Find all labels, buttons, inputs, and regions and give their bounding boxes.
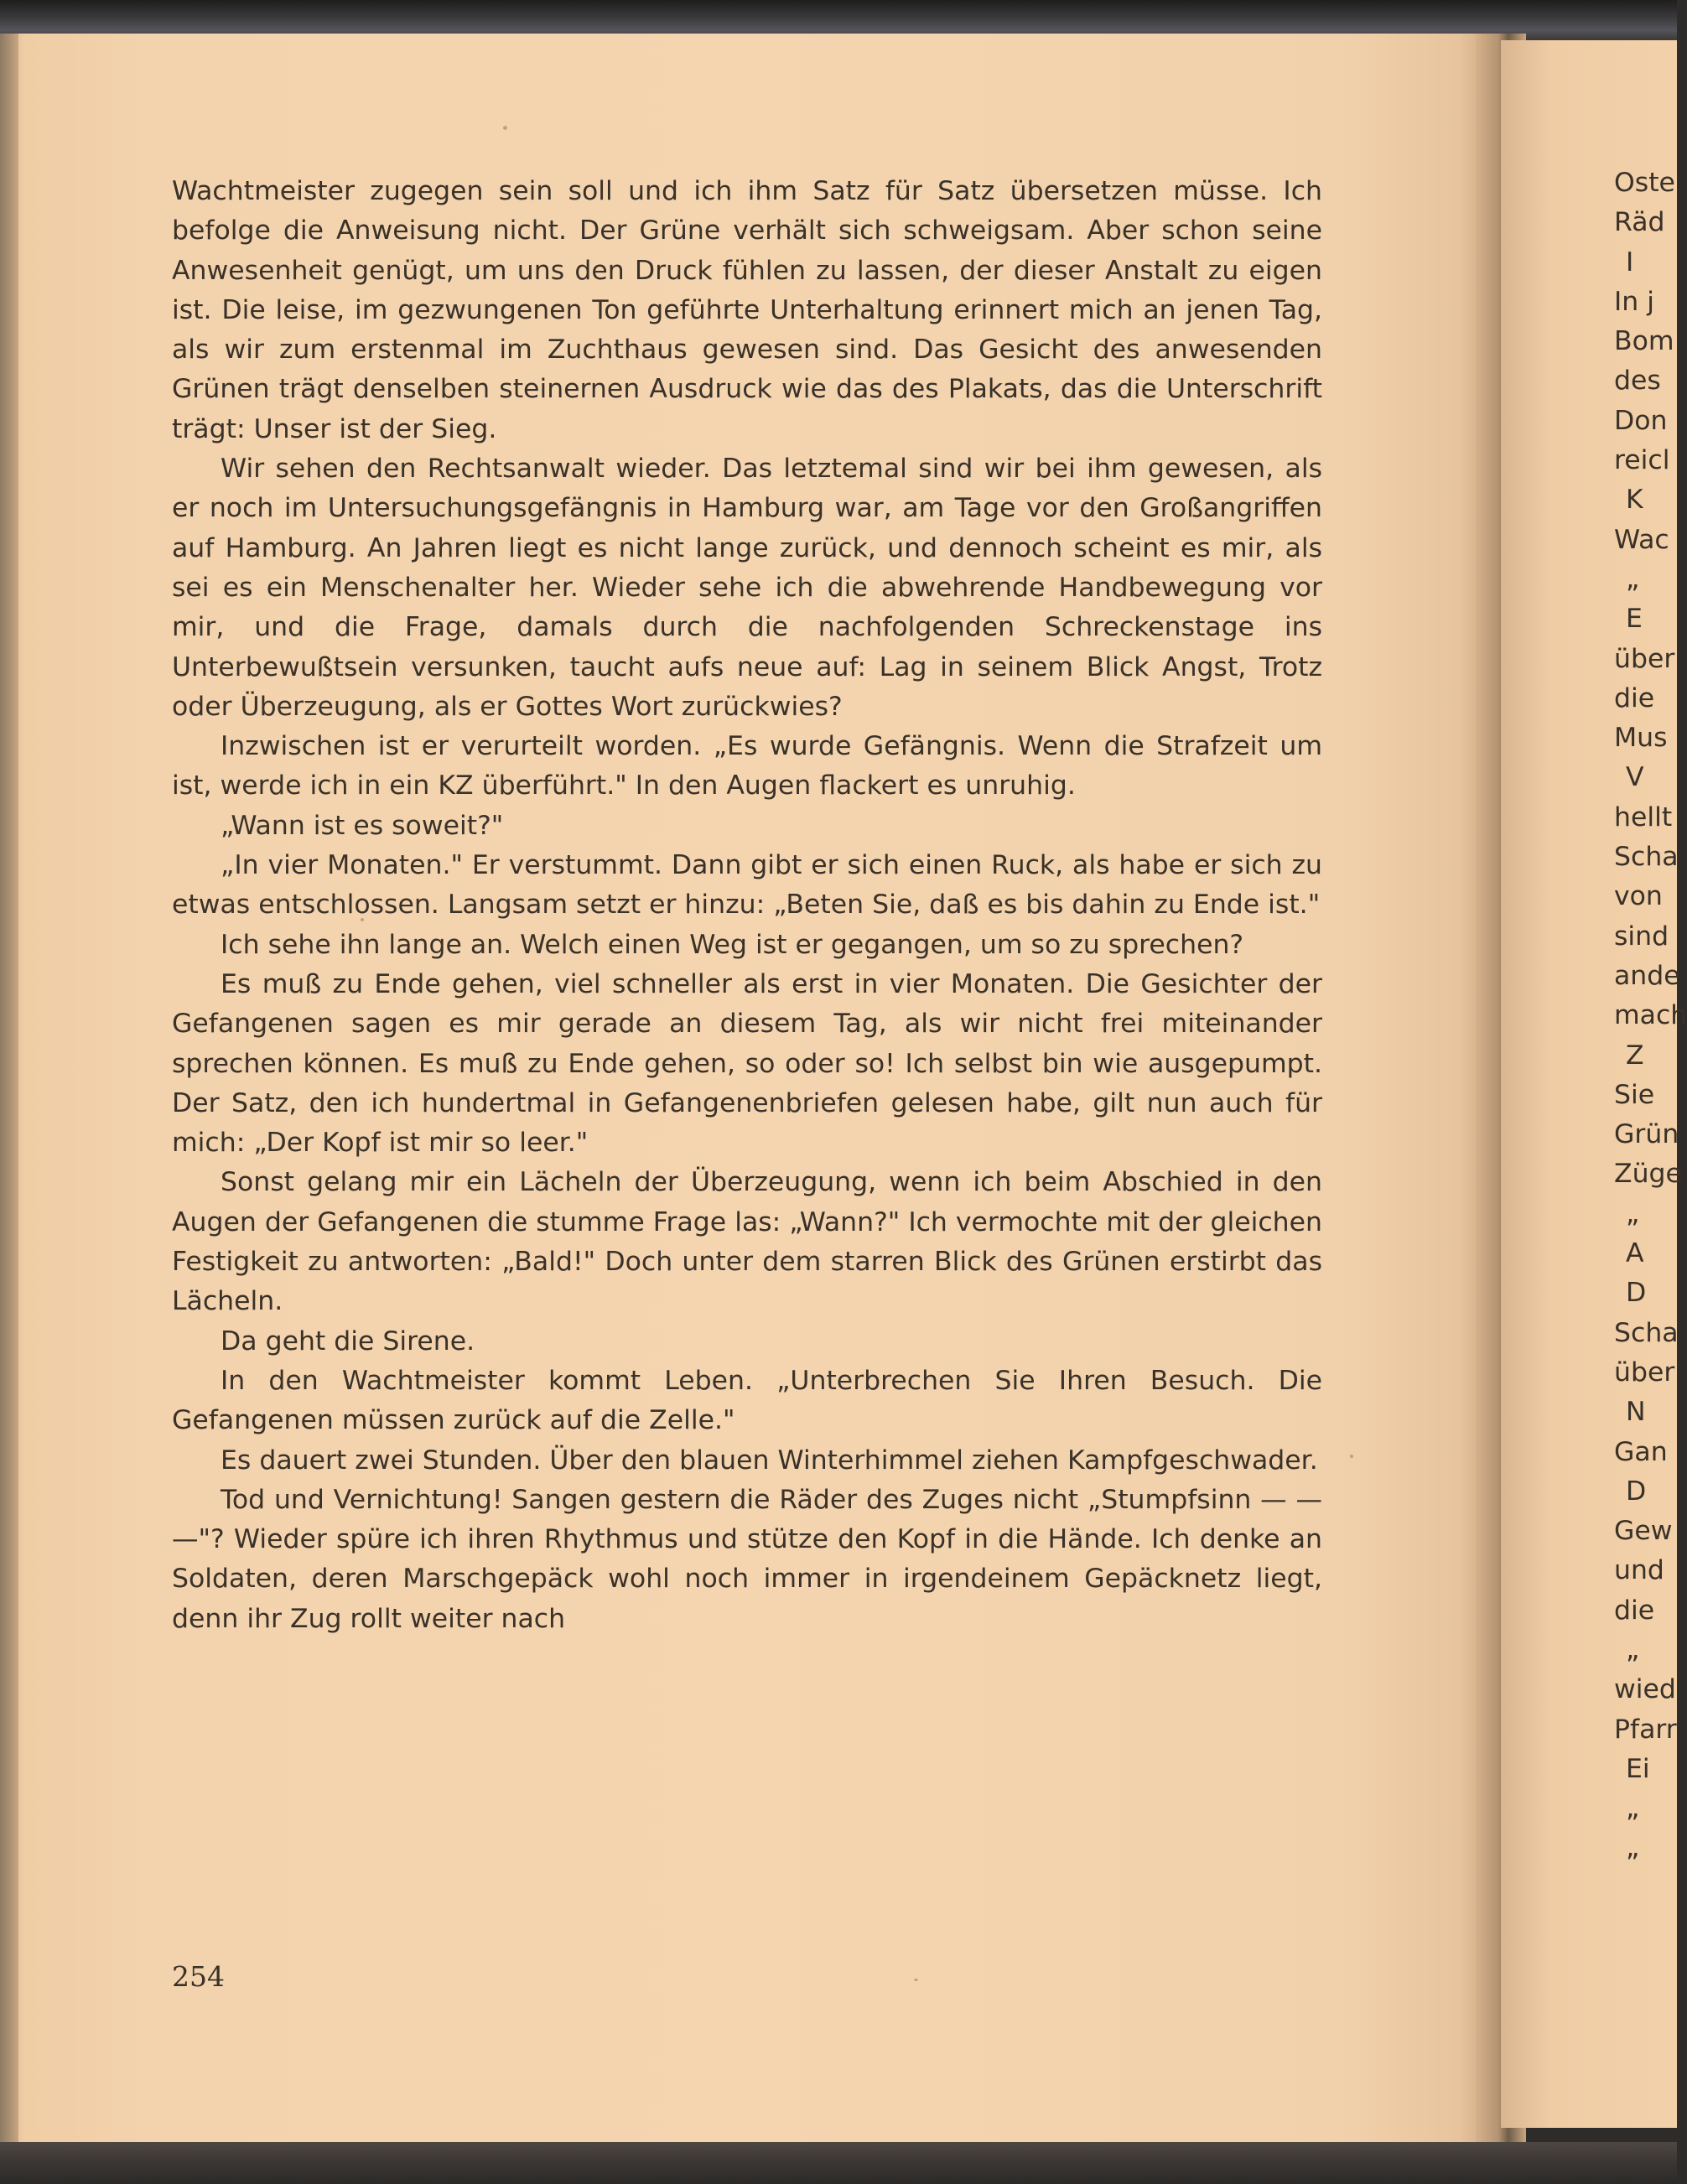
paragraph: Es muß zu Ende gehen, viel schneller als erst in vier Monaten. Die Gesichter der Gefangenen sagen es mir gerade an diesem Tag, als wir nicht frei miteinander sprechen können. Es muß zu Ende gehen, so oder so! Ich selbst bin wie ausgepumpt. Der Satz, den ich hundertmal in Gefangenenbriefen gelesen habe, gilt nun auch für mich: „Der Kopf ist mir so leer." bbox=[172, 968, 1322, 1159]
right-page-line: die bbox=[1614, 682, 1655, 713]
right-page-line: des bbox=[1614, 366, 1661, 397]
right-page-line: I bbox=[1626, 246, 1634, 278]
paragraph: Da geht die Sirene. bbox=[221, 1325, 475, 1357]
right-page-line: Z bbox=[1626, 1040, 1644, 1071]
paper-speck bbox=[1350, 1455, 1353, 1458]
right-page-line: ande bbox=[1614, 960, 1680, 991]
left-page-text bbox=[172, 172, 1322, 1639]
right-page-line: Oste bbox=[1614, 168, 1675, 198]
right-page-line: Don bbox=[1614, 405, 1668, 436]
paper-speck bbox=[503, 126, 507, 130]
page-number: 254 bbox=[172, 1960, 225, 1993]
right-page-line: die bbox=[1614, 1595, 1655, 1626]
paragraph: Wir sehen den Rechtsanwalt wieder. Das letztemal sind wir bei ihm gewesen, als er noch im Untersuchungsgefängnis in Hamburg war, am Tage vor den Großangriffen auf Hamburg. An Jahren liegt es nicht lange zurück, und dennoch scheint es mir, als sei es ein Menschenalter her. Wieder sehe ich die abwehrende Handbewegung vor mir, und die Frage, damals durch die nachfolgenden Schreckenstage ins Unterbewußtsein versunken, taucht aufs neue auf: Lag in seinem Blick Angst, Trotz oder Überzeugung, als er Gottes Wort zurückwies? bbox=[172, 454, 1322, 722]
right-page-text bbox=[1614, 163, 1687, 1869]
right-page-line: sind bbox=[1614, 921, 1669, 952]
paragraph: In den Wachtmeister kommt Leben. „Unterbrechen Sie Ihren Besuch. Die Gefangenen müssen zurück auf die Zelle." bbox=[172, 1365, 1322, 1436]
book-bottom-edge bbox=[0, 2142, 1677, 2184]
right-page-line: mach bbox=[1614, 1000, 1687, 1031]
paragraph: Ich sehe ihn lange an. Welch einen Weg ist er gegangen, um so zu sprechen? bbox=[221, 929, 1244, 960]
right-page-line: E bbox=[1626, 604, 1643, 635]
right-page-line: Gew bbox=[1614, 1516, 1673, 1547]
paragraph: Es dauert zwei Stunden. Über den blauen Winterhimmel ziehen Kampfgeschwader. bbox=[221, 1445, 1318, 1476]
right-page-line: „ bbox=[1626, 1833, 1640, 1864]
right-page-line: „ bbox=[1626, 563, 1640, 594]
right-page-line: Scha bbox=[1614, 842, 1679, 873]
right-page-line: wied bbox=[1614, 1674, 1676, 1705]
right-page-line: In j bbox=[1614, 286, 1655, 317]
right-page-line: Grün bbox=[1614, 1119, 1679, 1150]
right-page-line: N bbox=[1626, 1397, 1646, 1428]
paragraph: Wachtmeister zugegen sein soll und ich ihm Satz für Satz übersetzen müsse. Ich befolge die Anweisung nicht. Der Grüne verhält sich schweigsam. Aber schon seine Anwesenheit genügt, um uns den Druck fühlen zu lassen, der dieser Anstalt zu eigen ist. Die leise, im gezwungenen Ton geführte Unterhaltung erinnert mich an jenen Tag, als wir zum erstenmal im Zuchthaus gewesen sind. Das Gesicht des anwesenden Grünen trägt denselben steinernen Ausdruck wie das des Plakats, das die Unterschrift trägt: Unser ist der Sieg. bbox=[172, 176, 1322, 444]
paragraph: „Wann ist es soweit?" bbox=[221, 810, 504, 841]
right-page-line: Scha bbox=[1614, 1317, 1679, 1348]
right-page-line: Räd bbox=[1614, 207, 1665, 238]
right-page-line: K bbox=[1626, 485, 1643, 516]
right-page-line: Züge bbox=[1614, 1159, 1682, 1190]
right-page-line: Bom bbox=[1614, 326, 1674, 357]
right-page-line: über bbox=[1614, 1357, 1675, 1388]
left-page-edge bbox=[0, 34, 18, 2146]
right-page-line: und bbox=[1614, 1555, 1664, 1586]
right-page-line: „ bbox=[1626, 1634, 1640, 1665]
right-page-line: von bbox=[1614, 881, 1663, 912]
paragraph: Inzwischen ist er verurteilt worden. „Es wurde Gefängnis. Wenn die Strafzeit um ist, werde ich in ein KZ überführt." In den Augen flackert es unruhig. bbox=[172, 731, 1322, 801]
right-page-line: D bbox=[1626, 1476, 1647, 1507]
right-page-line: Pfarr bbox=[1614, 1714, 1677, 1745]
right-page-line: reicl bbox=[1614, 445, 1670, 476]
right-page-line: „ bbox=[1626, 1198, 1640, 1229]
paragraph: „In vier Monaten." Er verstummt. Dann gibt er sich einen Ruck, als habe er sich zu etwas entschlossen. Langsam setzt er hinzu: „Beten Sie, daß es bis dahin zu Ende ist." bbox=[172, 850, 1322, 921]
right-page-line: V bbox=[1626, 762, 1644, 793]
paper-speck bbox=[914, 1979, 918, 1981]
right-page-line: über bbox=[1614, 643, 1675, 674]
right-page-line: Mus bbox=[1614, 723, 1668, 754]
right-page-line: hellt bbox=[1614, 801, 1673, 833]
right-page-line: Gan bbox=[1614, 1436, 1668, 1467]
right-page-line: Wac bbox=[1614, 524, 1669, 555]
right-page-line: D bbox=[1626, 1278, 1647, 1309]
right-page-line: A bbox=[1626, 1238, 1644, 1269]
paragraph: Sonst gelang mir ein Lächeln der Überzeugung, wenn ich beim Abschied in den Augen der Gefangenen die stumme Frage las: „Wann?" Ich vermochte mit der gleichen Festigkeit zu antworten: „Bald!" Doch unter dem starren Blick des Grünen erstirbt das Lächeln. bbox=[172, 1167, 1322, 1317]
paragraph: Tod und Vernichtung! Sangen gestern die Räder des Zuges nicht „Stumpfsinn — — —"? Wieder spüre ich ihren Rhythmus und stütze den Kopf in die Hände. Ich denke an Soldaten, deren Marschgepäck wohl noch immer in irgendeinem Gepäcknetz liegt, denn ihr Zug rollt weiter nach bbox=[172, 1484, 1322, 1634]
right-page-line: Sie bbox=[1614, 1079, 1655, 1110]
right-page-line: „ bbox=[1626, 1793, 1640, 1824]
right-page-line: Ei bbox=[1626, 1753, 1650, 1784]
